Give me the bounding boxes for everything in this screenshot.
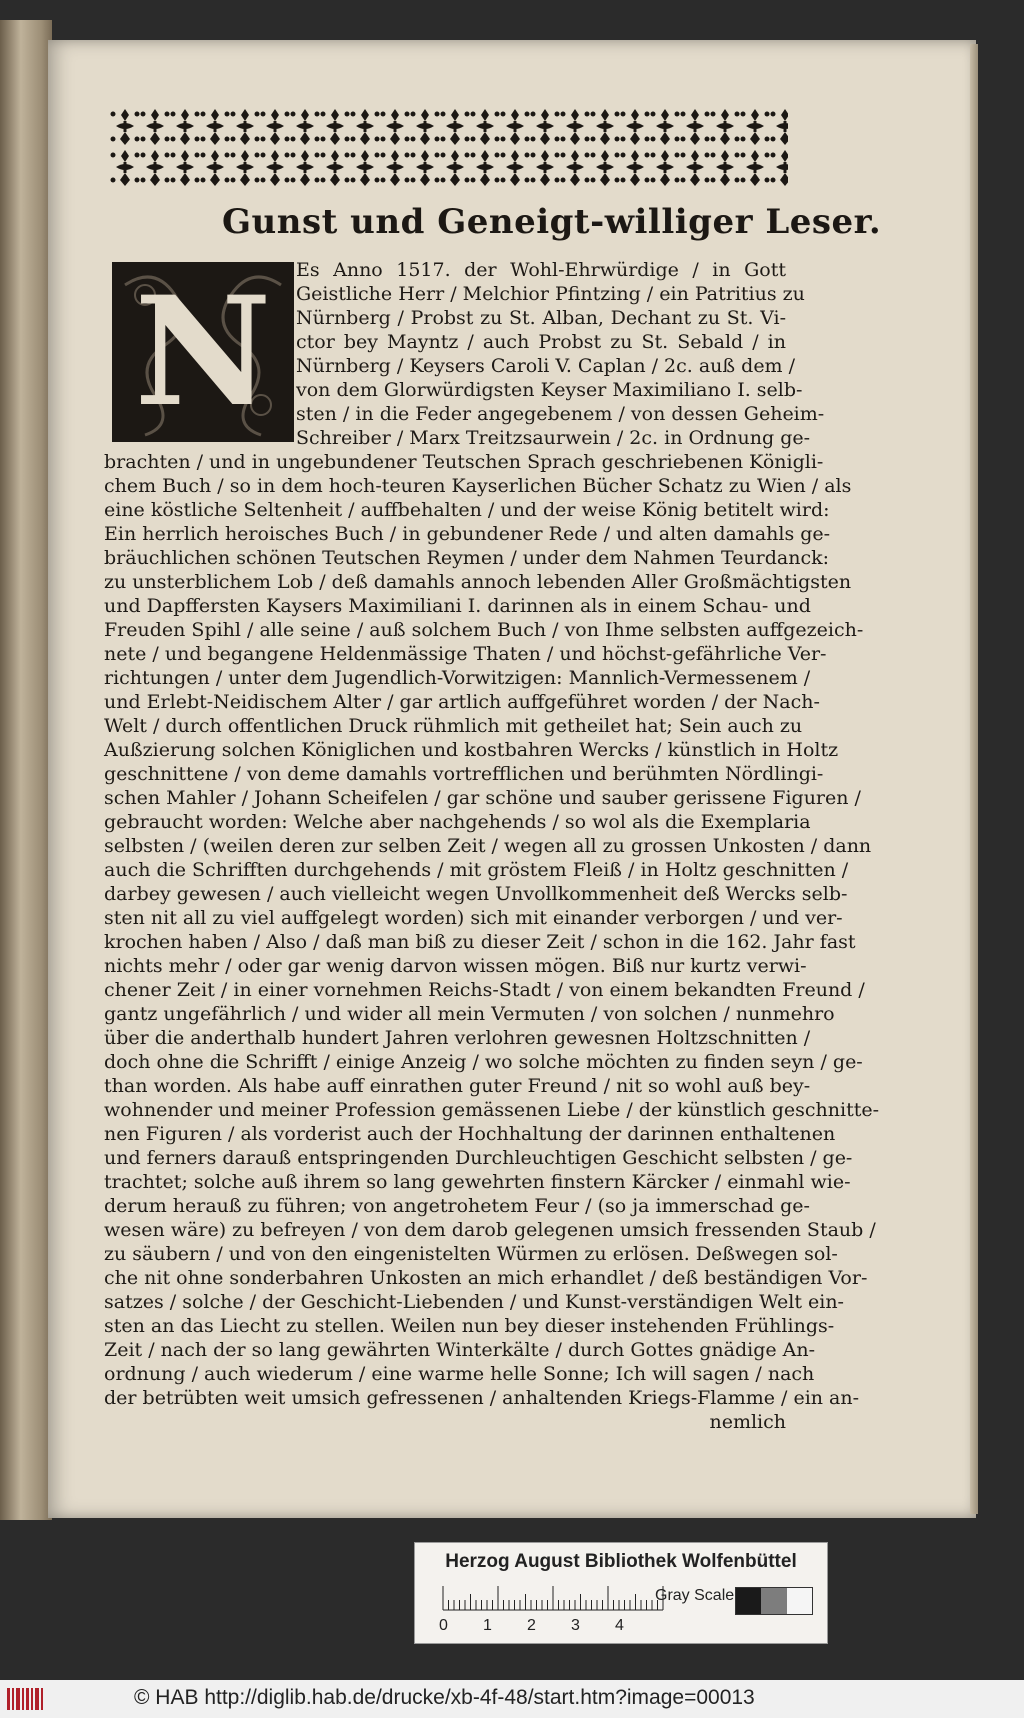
- text-line: Freuden Spihl / alle seine / auß solchem Buch / von Ihme selbsten auffgezeich-: [104, 619, 864, 641]
- text-line: wesen wäre) zu befreyen / von dem darob gelegenen umsich fressenden Staub /: [104, 1219, 876, 1241]
- ruler-number: 3: [571, 1617, 580, 1634]
- barcode-icon: [6, 1686, 46, 1712]
- text-line: Es Anno 1517. der Wohl-Ehrwürdige / in Gott: [296, 259, 786, 281]
- text-line: zu säubern / und von den eingenistelten Würmen zu erlösen. Deßwegen sol-: [104, 1243, 838, 1265]
- text-line: Ein herrlich heroisches Buch / in gebundener Rede / und alten damahls ge-: [104, 523, 831, 545]
- text-line: krochen haben / Also / daß man biß zu dieser Zeit / schon in die 162. Jahr fast: [104, 931, 856, 953]
- text-line: brachten / und in ungebundener Teutschen Sprach geschriebenen Königli-: [104, 451, 824, 473]
- text-line: chem Buch / so in dem hoch-teuren Kayserlichen Bücher Schatz zu Wien / als: [104, 475, 852, 497]
- text-line: che nit ohne sonderbahren Unkosten an mich erhandlet / deß beständigen Vor-: [104, 1267, 868, 1289]
- credit-link[interactable]: © HAB http://diglib.hab.de/drucke/xb-4f-48/start.htm?image=00013: [134, 1686, 755, 1709]
- text-line: nichts mehr / oder gar wenig darvon wissen mögen. Biß nur kurtz verwi-: [104, 955, 807, 977]
- text-line: wohnender und meiner Profession gemässenen Liebe / der künstlich geschnitte-: [104, 1099, 880, 1121]
- text-line: gantz ungefährlich / und wider all mein Vermuten / von solchen / nunmehro: [104, 1003, 835, 1025]
- text-line: Zeit / nach der so lang gewährten Winterkälte / durch Gottes gnädige An-: [104, 1339, 816, 1361]
- text-line: Geistliche Herr / Melchior Pfintzing / ein Patritius zu: [296, 283, 805, 305]
- text-line: richtungen / unter dem Jugendlich-Vorwitzigen: Mannlich-Vermessenem /: [104, 667, 811, 689]
- text-line: der betrübten weit umsich gefressenen / anhaltenden Kriegs-Flamme / ein an-: [104, 1387, 860, 1409]
- text-line: sten nit all zu viel auffgelegt worden) sich mit einander verborgen / und ver-: [104, 907, 843, 929]
- text-line: nete / und begangene Heldenmässige Thaten / und höchst-gefährliche Ver-: [104, 643, 827, 665]
- text-line: bräuchlichen schönen Teutschen Reymen / under dem Nahmen Teurdanck:: [104, 547, 830, 569]
- body-text: [104, 258, 880, 1434]
- text-line: Nürnberg / Keysers Caroli V. Caplan / 2c. auß dem /: [296, 355, 796, 377]
- ruler-number: 1: [483, 1617, 492, 1634]
- text-line: schen Mahler / Johann Scheifelen / gar schöne und sauber gerissene Figuren /: [104, 787, 861, 809]
- text-line: gebraucht worden: Welche aber nachgehends / so wol als die Exemplaria: [104, 811, 811, 833]
- text-line: Nürnberg / Probst zu St. Alban, Dechant zu St. Vi-: [296, 307, 786, 329]
- text-line: doch ohne die Schrifft / einige Anzeig / wo solche möchten zu finden seyn / ge-: [104, 1051, 863, 1073]
- book-spine: [0, 20, 52, 1520]
- text-line: von dem Glorwürdigsten Keyser Maximiliano I. selb-: [296, 379, 803, 401]
- swatch-gray: [761, 1588, 786, 1614]
- text-line: than worden. Als habe auff einrathen guter Freund / nit so wohl auß bey-: [104, 1075, 811, 1097]
- text-line: auch die Schrifften durchgehends / mit gröstem Fleiß / in Holtz geschnitten /: [104, 859, 849, 881]
- ruler-number: 2: [527, 1617, 536, 1634]
- measurement-ruler: [443, 1585, 663, 1611]
- ornamental-border: [110, 106, 788, 188]
- gray-scale-label: Gray Scale: [655, 1587, 735, 1604]
- text-line: Außzierung solchen Königlichen und kostbahren Wercks / künstlich in Holtz: [104, 739, 839, 761]
- text-line: chener Zeit / in einer vornehmen Reichs-Stadt / von einem bekandten Freund /: [104, 979, 865, 1001]
- catchword: nemlich: [709, 1411, 786, 1433]
- ruler-numbers: [439, 1617, 663, 1637]
- library-name: Herzog August Bibliothek Wolfenbüttel: [445, 1551, 797, 1572]
- ruler-number: 4: [615, 1617, 624, 1634]
- gray-scale-swatches: [735, 1587, 813, 1615]
- text-line: und ferners darauß entspringenden Durchleuchtigen Geschicht selbsten / ge-: [104, 1147, 853, 1169]
- text-line: geschnittene / von deme damahls vortrefflichen und berühmten Nördlingi-: [104, 763, 824, 785]
- text-line: derum herauß zu führen; von angetrohetem Feur / (so ja immerschad ge-: [104, 1195, 810, 1217]
- text-line: satzes / solche / der Geschicht-Liebenden / und Kunst-verständigen Welt ein-: [104, 1291, 844, 1313]
- text-line: sten / in die Feder angegebenem / von dessen Geheim-: [296, 403, 825, 425]
- text-line: sten an das Liecht zu stellen. Weilen nun bey dieser instehenden Frühlings-: [104, 1315, 835, 1337]
- text-line: trachtet; solche auß ihrem so lang gewehrten finstern Kärcker / einmahl wie-: [104, 1171, 851, 1193]
- text-line: darbey gewesen / auch vielleicht wegen Unvollkommenheit deß Wercks selb-: [104, 883, 848, 905]
- text-line: Welt / durch offentlichen Druck rühmlich mit getheilet hat; Sein auch zu: [104, 715, 803, 737]
- text-line: eine köstliche Seltenheit / auffbehalten / und der weise König betitelt wird:: [104, 499, 830, 521]
- text-line: nen Figuren / als vorderist auch der Hochhaltung der darinnen enthaltenen: [104, 1123, 836, 1145]
- viewer-footer: [0, 1680, 1024, 1718]
- page-edge: [970, 44, 978, 1514]
- text-line: ctor bey Mayntz / auch Probst zu St. Sebald / in: [296, 331, 786, 353]
- text-line: über die anderthalb hundert Jahren verlohren gewesnen Holtzschnitten /: [104, 1027, 811, 1049]
- text-line: selbsten / (weilen deren zur selben Zeit / wegen all zu grossen Unkosten / dann: [104, 835, 872, 857]
- text-line: und Dapffersten Kaysers Maximiliani I. darinnen als in einem Schau- und: [104, 595, 811, 617]
- ruler-number: 0: [439, 1617, 448, 1634]
- swatch-black: [736, 1588, 761, 1614]
- color-target-card: [414, 1542, 828, 1644]
- text-line: und Erlebt-Neidischem Alter / gar artlich auffgeführet worden / der Nach-: [104, 691, 820, 713]
- initial-letter: N: [134, 264, 272, 440]
- text-line: zu unsterblichem Lob / deß damahls annoch lebenden Aller Großmächtigsten: [104, 571, 852, 593]
- text-line: ordnung / auch wiederum / eine warme helle Sonne; Ich will sagen / nach: [104, 1363, 815, 1385]
- text-line: Schreiber / Marx Treitzsaurwein / 2c. in Ordnung ge-: [296, 427, 811, 449]
- page-heading: Gunst und Geneigt-williger Leser.: [222, 202, 882, 242]
- swatch-white: [787, 1588, 812, 1614]
